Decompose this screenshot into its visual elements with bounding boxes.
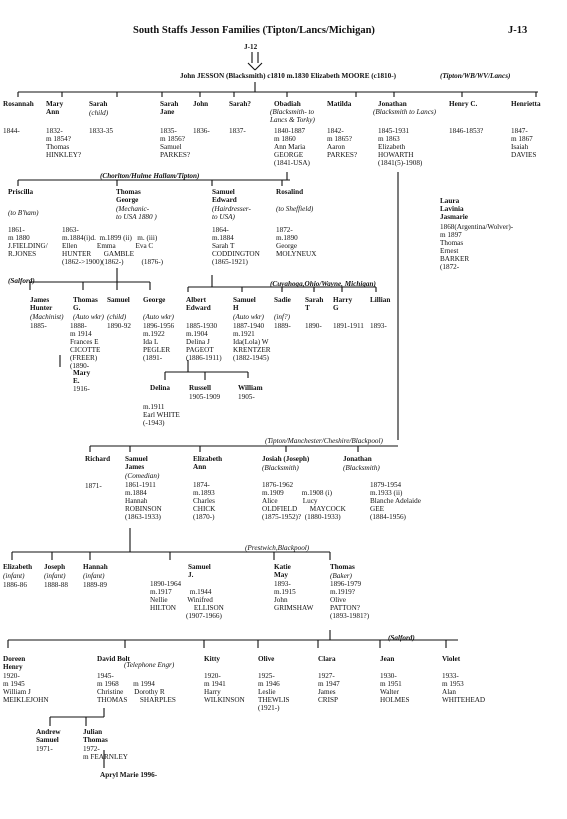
person-thomas-george-details: 1863- m.1884(i)d. m.1899 (ii) m. (iii) Ellen Emma Eva C HUNTER GAMBLE (1862->1900)(1862-) (1876-) xyxy=(62,226,164,266)
page-reference: J-13 xyxy=(508,25,528,36)
person-james-note: (Machinist) xyxy=(30,313,64,321)
person-harry-g-dates: 1891-1911 xyxy=(333,322,364,330)
person-sadie-dates: 1889- xyxy=(274,322,291,330)
person-laura-details: 1868(Argentina/Wolver)- m 1897 Thomas Ernest BARKER (1872- xyxy=(440,223,514,271)
samuel-edward-family-place: (Cuyahoga,Ohio/Wayne, Michigan) xyxy=(270,280,376,288)
person-lillian-dates: 1893- xyxy=(370,322,387,330)
person-sarah-t: Sarah T xyxy=(305,296,324,312)
person-laura-lavinia: Laura Lavinia Jasmarie xyxy=(440,197,468,221)
person-doreen: Doreen Henry xyxy=(3,655,26,671)
person-sarah-q: Sarah? xyxy=(229,100,251,108)
person-katie-may-details: 1893- m.1915 John GRIMSHAW xyxy=(274,580,314,612)
person-john: John xyxy=(193,100,209,108)
person-richard-dates: 1871- xyxy=(85,482,102,490)
person-josiah-note: (Blacksmith) xyxy=(262,464,299,472)
person-kitty-details: 1920- m 1941 Harry WILKINSON xyxy=(204,672,245,704)
person-joseph-infant: Joseph xyxy=(44,563,66,571)
person-rosannah: Rosannah xyxy=(3,100,34,108)
samuel-james-family-place: (Prestwich,Blackpool) xyxy=(245,544,310,552)
person-elizabeth-infant-dates: 1886-86 xyxy=(3,581,27,589)
person-samuel-james-note: (Comedian) xyxy=(125,472,160,480)
person-violet: Violet xyxy=(442,655,461,663)
person-elizabeth-ann-details: 1874- m.1893 Charles CHICK (1870-) xyxy=(193,481,216,521)
person-samuel-j: Samuel J. xyxy=(188,563,211,579)
person-john-dates: 1836- xyxy=(193,127,210,135)
person-priscilla-note: (to B'ham) xyxy=(8,209,39,217)
person-elizabeth-infant-note: (infant) xyxy=(3,572,25,580)
person-delina: Delina xyxy=(150,384,170,392)
page-title: South Staffs Jesson Families (Tipton/Lancs/Michigan) xyxy=(133,25,375,36)
person-rosalind: Rosalind xyxy=(276,188,304,196)
person-russell-dates: 1905-1909 xyxy=(189,393,221,401)
person-delina-details: m.1911 Earl WHITE (-1943) xyxy=(143,403,180,427)
person-obadiah-details: 1840-1887 m 1860 Ann Maria GEORGE (1841-USA) xyxy=(274,127,310,167)
person-julian-details: 1972- m FEARNLEY xyxy=(83,745,128,761)
person-sarah-child: Sarah xyxy=(89,100,108,108)
person-sarah-child-dates: 1833-35 xyxy=(89,127,113,135)
person-sadie: Sadie xyxy=(274,296,291,304)
person-joseph-infant-note: (infant) xyxy=(44,572,66,580)
person-hannah-infant-note: (infant) xyxy=(83,572,105,580)
person-james-dates: 1885- xyxy=(30,322,47,330)
person-jean: Jean xyxy=(380,655,395,663)
person-james-hunter: James Hunter xyxy=(30,296,53,312)
person-samuel-h-note: (Auto wkr) xyxy=(233,313,264,321)
person-samuel-edward-note: (Hairdresser- to USA) xyxy=(212,205,251,221)
person-rosannah-dates: 1844- xyxy=(3,127,20,135)
person-samuel-note: (child) xyxy=(107,313,127,321)
person-samuel-james-details: 1861-1911 m.1884 Hannah ROBINSON (1863-1933) xyxy=(125,481,162,521)
person-obadiah-note: (Blacksmith- to Lancs & Torky) xyxy=(270,108,315,124)
person-jonathan-jr-note: (Blacksmith) xyxy=(343,464,380,472)
person-jean-details: 1930- m 1951 Walter HOLMES xyxy=(380,672,410,704)
person-matilda-details: 1842- m 1865? Aaron PARKES? xyxy=(327,127,358,159)
person-henry-c-dates: 1846-1853? xyxy=(449,127,484,135)
person-thomas-g-note: (Auto wkr) xyxy=(73,313,104,321)
person-clara: Clara xyxy=(318,655,336,663)
person-samuel-j-details: 1890-1964 m.1917 m.1944 Nellie Winifred HILTON ELLISON (1907-1966) xyxy=(150,580,224,620)
root-place: (Tipton/WB/WV/Lancs) xyxy=(440,72,511,80)
person-sarah-child-note: (child) xyxy=(89,109,109,117)
person-henrietta-details: 1847- m 1867 Isaiah DAVIES xyxy=(511,127,537,159)
person-sarah-jane-details: 1835- m 1856? Samuel PARKES? xyxy=(160,127,191,159)
person-thomas-george-note: (Mechanic- to USA 1880 ) xyxy=(116,205,157,221)
person-samuel-edward-details: 1864- m.1884 Sarah T CODDINGTON (1865-1921) xyxy=(212,226,260,266)
person-andrew-samuel: Andrew Samuel xyxy=(36,728,61,744)
person-albert-details: 1885-1930 m.1904 Delina J PAGEOT (1886-1911) xyxy=(186,322,222,362)
person-sarah-jane: Sarah Jane xyxy=(160,100,179,116)
person-doreen-details: 1920- m 1945 William J MEIKLEJOHN xyxy=(3,672,49,704)
person-thomas-baker-note: (Baker) xyxy=(330,572,352,580)
person-olive-details: 1925- m 1946 Leslie THEWLIS (1921-) xyxy=(258,672,290,712)
person-olive: Olive xyxy=(258,655,275,663)
person-william-dates: 1905- xyxy=(238,393,255,401)
person-henry-c: Henry C. xyxy=(449,100,478,108)
person-elizabeth-ann: Elizabeth Ann xyxy=(193,455,223,471)
person-matilda: Matilda xyxy=(327,100,352,108)
person-david-bolt-note: (Telephone Engr) xyxy=(124,661,175,669)
person-mary-ann-details: 1832- m 1854? Thomas HINKLEY? xyxy=(46,127,82,159)
person-josiah-details: 1876-1962 m.1909 m.1908 (i) Alice Lucy OLDFIELD MAYCOCK (1875-1952)? (1880-1933) xyxy=(262,481,346,521)
person-rosalind-details: 1872- m.1890 George MOLYNEUX xyxy=(276,226,317,258)
person-samuel-dates: 1890-92 xyxy=(107,322,131,330)
person-mary-ann: Mary Ann xyxy=(46,100,64,116)
thomas-family-place: (Salford) xyxy=(8,277,35,285)
person-thomas-george: Thomas George xyxy=(116,188,141,204)
person-apryl-marie: Apryl Marie 1996- xyxy=(100,771,158,779)
person-sarah-q-dates: 1837- xyxy=(229,127,246,135)
person-jonathan-jr: Jonathan xyxy=(343,455,372,463)
person-violet-details: 1933- m 1953 Alan WHITEHEAD xyxy=(442,672,486,704)
person-thomas-baker: Thomas xyxy=(330,563,355,571)
person-samuel-edward: Samuel Edward xyxy=(212,188,237,204)
person-albert-edward: Albert Edward xyxy=(186,296,211,312)
person-julian-thomas: Julian Thomas xyxy=(83,728,108,744)
person-katie-may: Katie May xyxy=(274,563,291,579)
person-george-details: 1896-1956 m.1922 Ida L PEGLER (1891- xyxy=(143,322,175,362)
person-thomas-g: Thomas G. xyxy=(73,296,98,312)
person-david-bolt-details: 1945- m 1968 m 1994 Christine Dorothy R THOMAS SHARPLES xyxy=(97,672,176,704)
person-clara-details: 1927- m 1947 James CRISP xyxy=(318,672,340,704)
person-kitty: Kitty xyxy=(204,655,220,663)
person-thomas-baker-details: 1896-1979 m.1919? Olive PATTON? (1893-1981?) xyxy=(330,580,370,620)
person-william: William xyxy=(238,384,263,392)
person-priscilla-details: 1861- m 1880 J.FIELDING/ R.JONES xyxy=(8,226,48,258)
person-samuel-james: Samuel James xyxy=(125,455,148,471)
person-josiah: Josiah (Joseph) xyxy=(262,455,310,463)
person-samuel-h: Samuel H xyxy=(233,296,256,312)
person-jonathan-note: (Blacksmith to Lancs) xyxy=(373,108,437,116)
person-sarah-t-dates: 1890- xyxy=(305,322,322,330)
person-obadiah: Obadiah xyxy=(274,100,301,108)
obadiah-family-place: (Chorlton/Hulme Hallam/Tipton) xyxy=(100,172,200,180)
person-jonathan-details: 1845-1931 m 1863 Elizabeth HOWARTH (1841(5)-1908) xyxy=(378,127,423,167)
person-jonathan-jr-details: 1879-1954 m.1933 (ii) Blanche Adelaide GEE (1884-1956) xyxy=(370,481,421,521)
person-hannah-infant: Hannah xyxy=(83,563,108,571)
person-russell: Russell xyxy=(189,384,211,392)
jonathan-family-place: (Tipton/Manchester/Cheshire/Blackpool) xyxy=(265,437,383,445)
person-mary-e-dates: 1916- xyxy=(73,385,90,393)
person-david-bolt: David Bolt xyxy=(97,655,130,663)
person-elizabeth-infant: Elizabeth xyxy=(3,563,33,571)
person-henrietta: Henrietta xyxy=(511,100,541,108)
reference-from: J-12 xyxy=(244,43,258,51)
thomas-baker-family-place: (Salford) xyxy=(388,634,415,642)
person-samuel-h-details: 1887-1940 m.1921 Ida(Lola) W KRENTZER (1882-1945) xyxy=(233,322,271,362)
person-george-note: (Auto wkr) xyxy=(143,313,174,321)
root-couple: John JESSON (Blacksmith) c1810 m.1830 Elizabeth MOORE (c1810-) xyxy=(180,72,397,80)
person-joseph-infant-dates: 1888-88 xyxy=(44,581,68,589)
person-lillian: Lillian xyxy=(370,296,391,304)
person-hannah-infant-dates: 1889-89 xyxy=(83,581,107,589)
person-rosalind-note: (to Sheffield) xyxy=(276,205,314,213)
person-george: George xyxy=(143,296,166,304)
person-harry-g: Harry G xyxy=(333,296,353,312)
person-andrew-dates: 1971- xyxy=(36,745,53,753)
person-sadie-note: (inf?) xyxy=(274,313,290,321)
person-mary-e: Mary E. xyxy=(73,369,91,385)
person-priscilla: Priscilla xyxy=(8,188,34,196)
person-samuel: Samuel xyxy=(107,296,130,304)
person-jonathan: Jonathan xyxy=(378,100,407,108)
person-richard: Richard xyxy=(85,455,111,463)
person-thomas-g-details: 1888- m 1914 Frances E CICOTTE (FREER) (1890- xyxy=(70,322,101,370)
